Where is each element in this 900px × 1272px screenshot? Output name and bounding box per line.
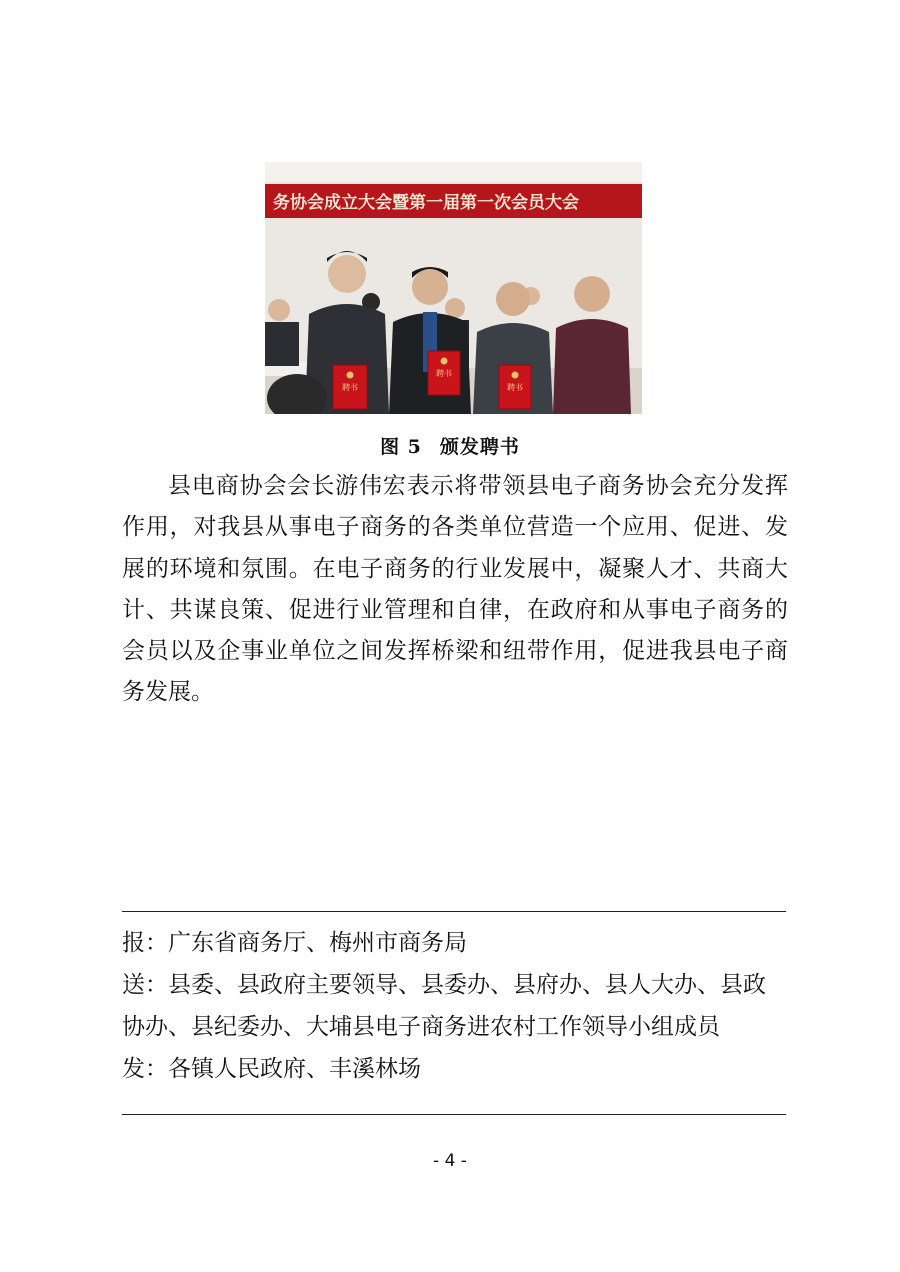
bottom-divider xyxy=(122,1114,786,1115)
certificate-3 xyxy=(499,365,531,409)
svg-text:聘书: 聘书 xyxy=(342,383,358,392)
top-divider xyxy=(122,911,786,912)
ceremony-photo-illustration xyxy=(265,162,642,414)
person-4 xyxy=(553,319,631,414)
svg-text:聘书: 聘书 xyxy=(507,383,523,392)
ceremony-photo xyxy=(265,162,642,414)
distribution-list xyxy=(122,922,788,1090)
certificate-2 xyxy=(428,351,460,395)
send-to: 送：县委、县政府主要领导、县委办、县府办、县人大办、县政协办、县纪委办、大埔县电子商务进农村工作领导小组成员 xyxy=(122,972,766,1040)
report-to: 报：广东省商务厅、梅州市商务局 xyxy=(122,930,467,956)
banner-text: 务协会成立大会暨第一届第一次会员大会 xyxy=(273,193,579,213)
page-number: - 4 - xyxy=(433,1151,467,1171)
figure-number: 图 5 xyxy=(380,436,422,458)
body-text xyxy=(122,466,788,714)
figure-caption xyxy=(0,432,900,459)
figure-title: 颁发聘书 xyxy=(439,436,520,458)
certificate-1 xyxy=(333,365,367,409)
body-paragraph: 县电商协会会长游伟宏表示将带领县电子商务协会充分发挥作用，对我县从事电子商务的各类单位营造一个应用、促进、发展的环境和氛围。在电子商务的行业发展中，凝聚人才、共商大计、共谋良策、促进行业管理和自律，在政府和从事电子商务的会员以及企事业单位之间发挥桥梁和纽带作用，促进我县电子商务发展。 xyxy=(122,473,788,706)
issue-to: 发：各镇人民政府、丰溪林场 xyxy=(122,1056,421,1082)
svg-text:聘书: 聘书 xyxy=(436,369,452,378)
